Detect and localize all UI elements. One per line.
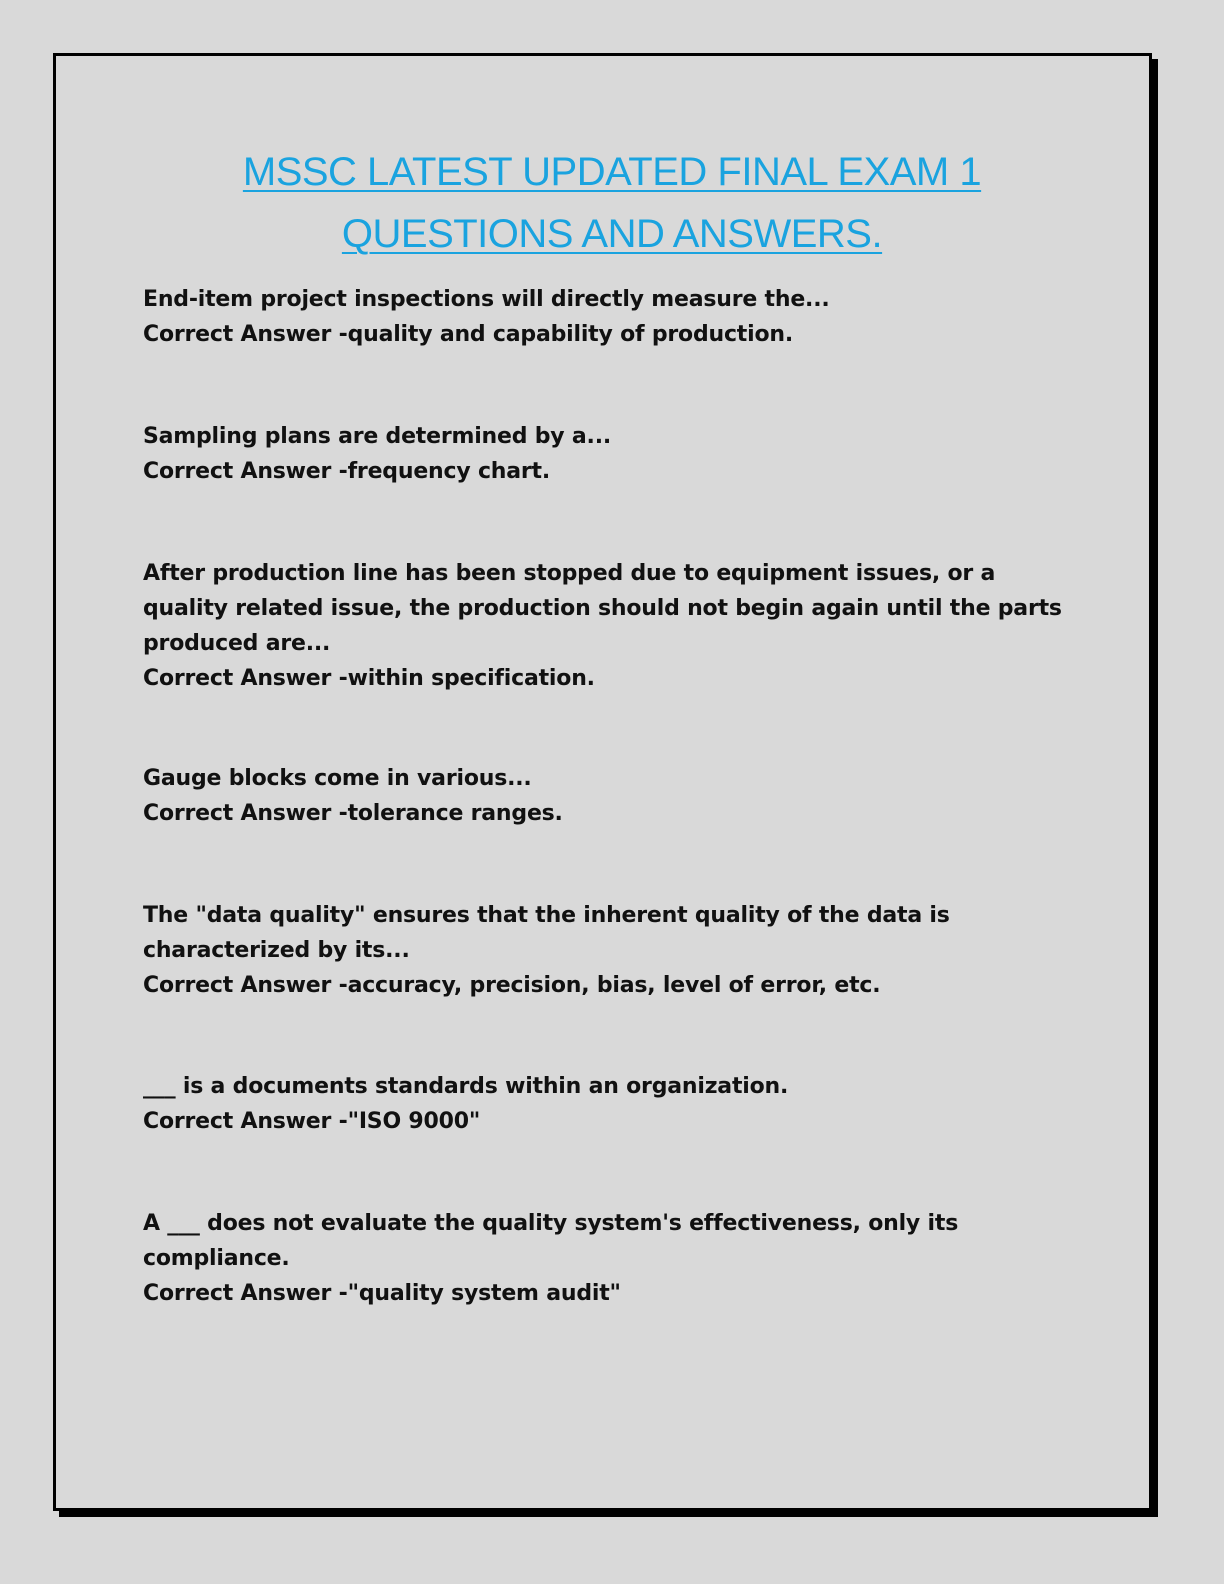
question-text: Sampling plans are determined by a...: [143, 424, 612, 449]
answer-text: Correct Answer -within specification.: [143, 666, 595, 691]
question-text: ___ is a documents standards within an organization.: [143, 1074, 789, 1099]
answer-text: Correct Answer -tolerance ranges.: [143, 801, 563, 826]
question-text: End-item project inspections will directly measure the...: [143, 287, 830, 312]
qa-item-3: [143, 556, 1073, 696]
document-title-line-2: QUESTIONS AND ANSWERS.: [341, 212, 883, 256]
qa-item-4: [143, 761, 1073, 831]
qa-item-6: [143, 1069, 1073, 1139]
question-text: Gauge blocks come in various...: [143, 766, 532, 791]
question-text: A ___ does not evaluate the quality system's effectiveness, only its compliance.: [143, 1211, 959, 1271]
answer-text: Correct Answer -accuracy, precision, bias, level of error, etc.: [143, 973, 881, 998]
qa-item-2: [143, 419, 1073, 489]
answer-text: Correct Answer -quality and capability of production.: [143, 322, 794, 347]
answer-text: Correct Answer -"ISO 9000": [143, 1109, 481, 1134]
qa-item-5: [143, 898, 1073, 1003]
answer-text: Correct Answer -"quality system audit": [143, 1281, 621, 1306]
qa-item-7: [143, 1206, 1073, 1311]
answer-text: Correct Answer -frequency chart.: [143, 459, 551, 484]
document-title-line-1: MSSC LATEST UPDATED FINAL EXAM 1: [242, 150, 982, 194]
question-text: After production line has been stopped due to equipment issues, or a quality related issue, the production should not begin again until the parts produced are...: [143, 561, 1062, 656]
question-text: The "data quality" ensures that the inherent quality of the data is characterized by its...: [143, 903, 950, 963]
qa-item-1: [143, 282, 1073, 352]
